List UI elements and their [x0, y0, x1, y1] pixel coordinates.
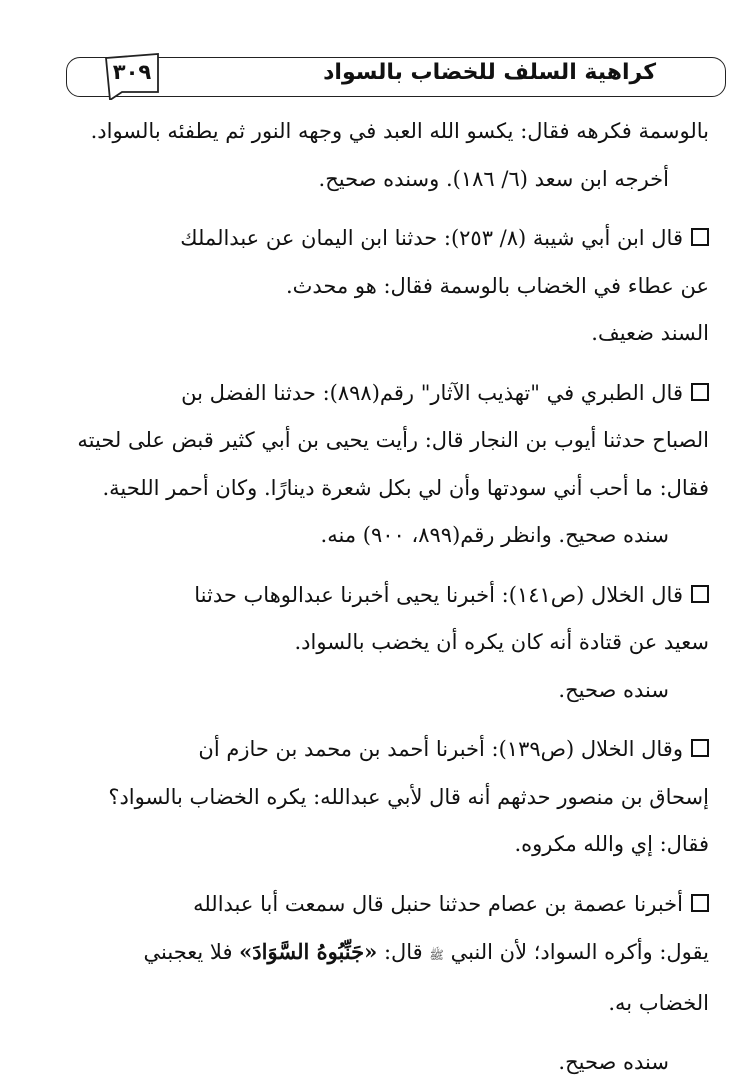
body-text: [70, 108, 709, 1087]
paragraph-first-line: [70, 572, 709, 620]
honorific-symbol: ﷺ: [429, 948, 444, 962]
paragraph-first-line: [70, 881, 709, 929]
checkbox-marker-icon: [691, 739, 709, 757]
text-line: سنده صحيح. وانظر رقم(٨٩٩، ٩٠٠) منه.: [320, 523, 669, 547]
checkbox-marker-icon: [691, 228, 709, 246]
text-line: الصباح حدثنا أيوب بن النجار قال: رأيت يحيى بن أبي كثير قبض على لحيته: [77, 428, 709, 452]
text-line: سنده صحيح.: [558, 677, 669, 702]
checkbox-marker-icon: [691, 585, 709, 603]
paragraph-first-line: [70, 370, 709, 418]
text-line: سنده صحيح.: [558, 1050, 669, 1074]
text-line: قال الخلال (ص١٤١): أخبرنا يحيى أخبرنا عبدالوهاب حدثنا: [194, 582, 683, 607]
text-line: أخبرنا عصمة بن عصام حدثنا حنبل قال سمعت أبا عبدالله: [193, 891, 683, 916]
page-title: كراهية السلف للخضاب بالسواد: [323, 60, 656, 85]
text-line: الخضاب به.: [608, 990, 709, 1015]
paragraph-first-line: [70, 726, 709, 774]
text-line: أخرجه ابن سعد (٦/ ١٨٦). وسنده صحيح.: [318, 166, 669, 191]
text-line: وقال الخلال (ص١٣٩): أخبرنا أحمد بن محمد بن حازم أن: [198, 737, 683, 761]
text-line: سعيد عن قتادة أنه كان يكره أن يخضب بالسواد.: [294, 630, 709, 654]
text-line: قال ابن أبي شيبة (٨/ ٢٥٣): حدثنا ابن اليمان عن عبدالملك: [180, 226, 683, 250]
text-line: السند ضعيف.: [591, 321, 709, 345]
hadith-quote: «جَنِّبُوهُ السَّوَادَ»: [239, 939, 378, 964]
page-number: ٣٠٩: [112, 60, 152, 84]
text-line: فقال: ما أحب أني سودتها وأن لي بكل شعرة دينارًا. وكان أحمر اللحية.: [102, 475, 709, 500]
checkbox-marker-icon: [691, 383, 709, 401]
checkbox-marker-icon: [691, 894, 709, 912]
text-line: إسحاق بن منصور حدثهم أنه قال لأبي عبدالله: يكره الخضاب بالسواد؟: [108, 784, 709, 809]
text-line: عن عطاء في الخضاب بالوسمة فقال: هو محدث.: [285, 273, 709, 298]
text-line: فقال: إي والله مكروه.: [514, 832, 709, 856]
text-line: قال الطبري في "تهذيب الآثار" رقم(٨٩٨): حدثنا الفضل بن: [181, 380, 683, 405]
text-line-with-hadith: يقول: وأكره السواد؛ لأن النبي ﷺ قال: «جَنِّبُوهُ السَّوَادَ» فلا يعجبني: [143, 939, 709, 964]
paragraph-first-line: [70, 215, 709, 263]
text-line: بالوسمة فكرهه فقال: يكسو الله العبد في وجهه النور ثم يطفئه بالسواد.: [90, 119, 709, 143]
